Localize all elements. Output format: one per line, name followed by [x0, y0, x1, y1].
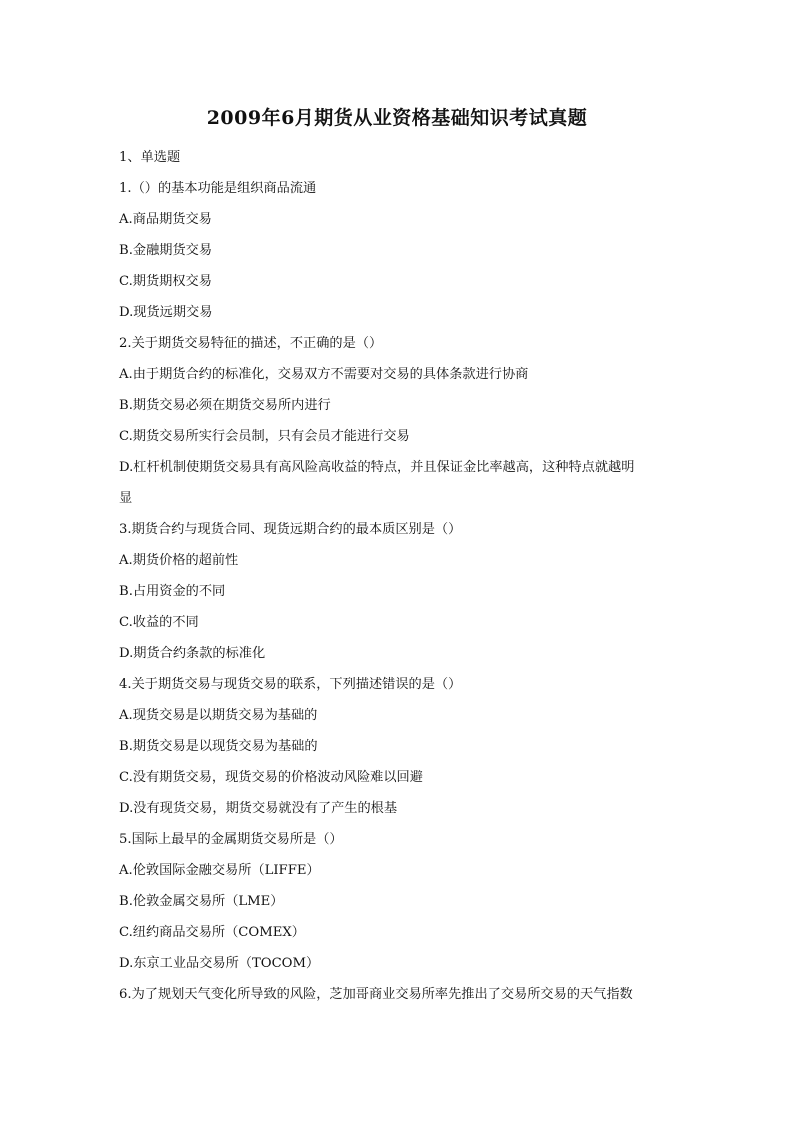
- q3-option-a: A.期货价格的超前性: [119, 553, 239, 568]
- q2-option-d: D.杠杆机制使期货交易具有高风险高收益的特点，并且保证金比率越高，这种特点就越明: [119, 460, 635, 475]
- document-body: [119, 142, 679, 1010]
- q1-option-c: C.期货期权交易: [119, 274, 212, 289]
- q2-option-a: A.由于期货合约的标准化，交易双方不需要对交易的具体条款进行协商: [119, 367, 529, 382]
- q1-option-d: D.现货远期交易: [119, 305, 213, 320]
- q4-option-a: A.现货交易是以期货交易为基础的: [119, 708, 318, 723]
- q5-option-b: B.伦敦金属交易所（LME）: [119, 894, 284, 909]
- question-4: 4.关于期货交易与现货交易的联系，下列描述错误的是（）: [119, 677, 462, 692]
- q1-option-a: A.商品期货交易: [119, 212, 212, 227]
- q4-option-d: D.没有现货交易，期货交易就没有了产生的根基: [119, 801, 398, 816]
- q3-option-c: C.收益的不同: [119, 615, 199, 630]
- q4-option-b: B.期货交易是以现货交易为基础的: [119, 739, 318, 754]
- q2-option-d-continued: 显: [119, 491, 133, 506]
- page-title: 2009年6月期货从业资格基础知识考试真题: [206, 107, 588, 129]
- q5-option-c: C.纽约商品交易所（COMEX）: [119, 925, 305, 940]
- question-2: 2.关于期货交易特征的描述，不正确的是（）: [119, 336, 383, 351]
- q3-option-d: D.期货合约条款的标准化: [119, 646, 266, 661]
- q5-option-a: A.伦敦国际金融交易所（LIFFE）: [119, 863, 320, 878]
- q1-option-b: B.金融期货交易: [119, 243, 213, 258]
- question-6: 6.为了规划天气变化所导致的风险，芝加哥商业交易所率先推出了交易所交易的天气指数: [119, 987, 633, 1002]
- question-1: 1.（）的基本功能是组织商品流通: [119, 181, 317, 196]
- section-heading: 1、单选题: [119, 150, 181, 165]
- q2-option-c: C.期货交易所实行会员制，只有会员才能进行交易: [119, 429, 410, 444]
- q3-option-b: B.占用资金的不同: [119, 584, 226, 599]
- q4-option-c: C.没有期货交易，现货交易的价格波动风险难以回避: [119, 770, 423, 785]
- q2-option-b: B.期货交易必须在期货交易所内进行: [119, 398, 331, 413]
- question-5: 5.国际上最早的金属期货交易所是（）: [119, 832, 343, 847]
- q5-option-d: D.东京工业品交易所（TOCOM）: [119, 956, 320, 971]
- question-3: 3.期货合约与现货合同、现货远期合约的最本质区别是（）: [119, 522, 462, 537]
